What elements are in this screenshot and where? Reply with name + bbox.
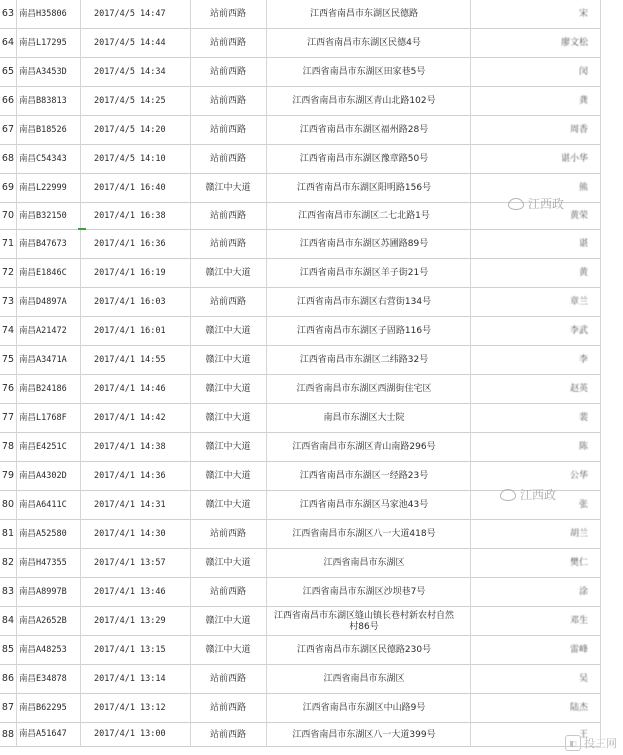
record-time: 2017/4/1 16:38 xyxy=(94,210,166,221)
row-number: 83 xyxy=(1,586,14,598)
owner-name: 黄 xyxy=(578,268,588,279)
owner-name: 宋 xyxy=(578,9,588,20)
plate-number: 南昌C54343 xyxy=(19,153,67,164)
plate-number: 南昌A3453D xyxy=(19,66,67,77)
table-row xyxy=(0,520,623,549)
plate-number: 南昌A48253 xyxy=(19,644,67,655)
road-location: 站前西路 xyxy=(209,729,246,740)
site-logo-icon: ◧ xyxy=(565,735,581,751)
owner-address: 江西省南昌市东湖区阳明路156号 xyxy=(296,183,432,194)
watermark-bottom xyxy=(500,486,556,503)
owner-address: 江西省南昌市东湖区田家巷5号 xyxy=(302,67,426,78)
owner-name: 涂 xyxy=(578,587,588,598)
table-row xyxy=(0,607,623,636)
road-location: 站前西路 xyxy=(209,239,246,250)
table-row xyxy=(0,346,623,375)
plate-number: 南昌B83813 xyxy=(19,95,67,106)
road-location: 站前西路 xyxy=(209,703,246,714)
row-number: 70 xyxy=(1,210,14,222)
row-number: 78 xyxy=(1,441,14,453)
record-time: 2017/4/1 14:55 xyxy=(94,354,166,365)
row-number: 66 xyxy=(1,95,14,107)
plate-number: 南昌A8997B xyxy=(19,586,67,597)
row-number: 73 xyxy=(1,296,14,308)
table-row xyxy=(0,636,623,665)
row-number: 68 xyxy=(1,153,14,165)
owner-address: 江西省南昌市东湖区青山南路296号 xyxy=(292,442,436,453)
plate-number: 南昌D4897A xyxy=(19,296,67,307)
road-location: 站前西路 xyxy=(209,529,246,540)
road-location: 赣江中大道 xyxy=(205,384,251,395)
table-row xyxy=(0,87,623,116)
record-time: 2017/4/1 13:12 xyxy=(94,702,166,713)
owner-address: 江西省南昌市东湖区羊子街21号 xyxy=(299,268,429,279)
owner-name: 樊仁 xyxy=(569,558,588,569)
plate-number: 南昌E34878 xyxy=(19,673,67,684)
owner-address: 江西省南昌市东湖区 xyxy=(323,674,405,685)
column-divider xyxy=(470,0,471,747)
plate-number: 南昌H35806 xyxy=(19,8,67,19)
record-time: 2017/4/1 14:31 xyxy=(94,499,166,510)
table-row xyxy=(0,0,623,29)
plate-number: 南昌L17295 xyxy=(19,37,67,48)
owner-address: 江西省南昌市东湖区马家池43号 xyxy=(299,500,429,511)
record-time: 2017/4/1 16:40 xyxy=(94,182,166,193)
owner-address: 江西省南昌市东湖区二纬路32号 xyxy=(299,355,429,366)
record-time: 2017/4/5 14:25 xyxy=(94,95,166,106)
column-divider xyxy=(16,0,17,747)
owner-address: 江西省南昌市东湖区豫章路50号 xyxy=(299,154,429,165)
record-time: 2017/4/1 14:38 xyxy=(94,441,166,452)
plate-number: 南昌B18526 xyxy=(19,124,67,135)
table-row xyxy=(0,404,623,433)
table-row xyxy=(0,549,623,578)
owner-address: 江西省南昌市东湖区 xyxy=(323,558,405,569)
owner-address: 江西省南昌市东湖区子固路116号 xyxy=(296,326,432,337)
watermark-text: 江西政 xyxy=(520,488,557,502)
row-number: 64 xyxy=(1,37,14,49)
watermark-logo-icon xyxy=(508,198,524,210)
owner-name: 公华 xyxy=(569,471,588,482)
owner-name: 胡兰 xyxy=(569,529,588,540)
record-time: 2017/4/1 13:15 xyxy=(94,644,166,655)
record-time: 2017/4/1 13:00 xyxy=(94,729,166,740)
record-time: 2017/4/1 13:14 xyxy=(94,673,166,684)
owner-name: 吴 xyxy=(578,674,588,685)
plate-number: 南昌E1846C xyxy=(19,267,67,278)
plate-number: 南昌B24186 xyxy=(19,383,67,394)
row-number: 81 xyxy=(1,528,14,540)
owner-address: 江西省南昌市东湖区西湖街住宅区 xyxy=(296,384,432,395)
owner-address: 江西省南昌市东湖区右营街134号 xyxy=(296,297,432,308)
record-time: 2017/4/5 14:34 xyxy=(94,66,166,77)
owner-address: 江西省南昌市东湖区缝山镇长巷村新农村自然村86号 xyxy=(273,611,454,632)
table-row xyxy=(0,694,623,723)
owner-address: 江西省南昌市东湖区民德4号 xyxy=(307,38,421,49)
watermark-text: 江西政 xyxy=(528,197,565,211)
record-time: 2017/4/5 14:20 xyxy=(94,124,166,135)
table-row xyxy=(0,58,623,87)
row-number: 76 xyxy=(1,383,14,395)
road-location: 站前西路 xyxy=(209,67,246,78)
owner-name: 陆杰 xyxy=(569,703,588,714)
table-row xyxy=(0,433,623,462)
row-number: 67 xyxy=(1,124,14,136)
road-location: 站前西路 xyxy=(209,38,246,49)
road-location: 赣江中大道 xyxy=(205,183,251,194)
plate-number: 南昌B32150 xyxy=(19,210,67,221)
row-number: 88 xyxy=(1,728,14,740)
column-divider xyxy=(266,0,267,747)
row-number: 69 xyxy=(1,182,14,194)
plate-number: 南昌A3471A xyxy=(19,354,67,365)
row-number: 82 xyxy=(1,557,14,569)
plate-number: 南昌E4251C xyxy=(19,441,67,452)
owner-address: 江西省南昌市东湖区苏圃路89号 xyxy=(299,239,429,250)
owner-name: 李武 xyxy=(569,326,588,337)
row-number: 71 xyxy=(1,238,14,250)
road-location: 赣江中大道 xyxy=(205,442,251,453)
owner-name: 张 xyxy=(578,500,588,511)
owner-name: 闵 xyxy=(578,67,588,78)
row-number: 87 xyxy=(1,702,14,714)
owner-name: 周香 xyxy=(569,125,588,136)
owner-address: 江西省南昌市东湖区八一大道418号 xyxy=(292,529,436,540)
table-row xyxy=(0,259,623,288)
record-time: 2017/4/1 13:57 xyxy=(94,557,166,568)
owner-address: 江西省南昌市东湖区民德路 xyxy=(309,9,418,20)
owner-name: 谌小华 xyxy=(560,154,588,165)
road-location: 站前西路 xyxy=(209,9,246,20)
owner-address: 江西省南昌市东湖区中山路9号 xyxy=(302,703,426,714)
road-location: 赣江中大道 xyxy=(205,616,251,627)
owner-name: 黄荣 xyxy=(569,211,588,222)
road-location: 赣江中大道 xyxy=(205,413,251,424)
road-location: 赣江中大道 xyxy=(205,326,251,337)
owner-name: 王 xyxy=(578,729,588,740)
table-row xyxy=(0,145,623,174)
plate-number: 南昌A6411C xyxy=(19,499,67,510)
road-location: 站前西路 xyxy=(209,674,246,685)
owner-address: 南昌市东湖区大士院 xyxy=(323,413,405,424)
row-number: 85 xyxy=(1,644,14,656)
table-row xyxy=(0,375,623,404)
owner-name: 谌 xyxy=(578,239,588,250)
record-time: 2017/4/1 14:42 xyxy=(94,412,166,423)
row-number: 75 xyxy=(1,354,14,366)
road-location: 站前西路 xyxy=(209,96,246,107)
row-number: 80 xyxy=(1,499,14,511)
record-time: 2017/4/1 16:01 xyxy=(94,325,166,336)
road-location: 赣江中大道 xyxy=(205,471,251,482)
row-number: 79 xyxy=(1,470,14,482)
table-row xyxy=(0,230,623,259)
owner-name: 李 xyxy=(578,355,588,366)
record-time: 2017/4/1 14:30 xyxy=(94,528,166,539)
road-location: 赣江中大道 xyxy=(205,645,251,656)
road-location: 站前西路 xyxy=(209,297,246,308)
plate-number: 南昌B47673 xyxy=(19,238,67,249)
table-row xyxy=(0,723,623,747)
row-number: 84 xyxy=(1,615,14,627)
plate-number: 南昌A51647 xyxy=(19,729,67,740)
plate-number: 南昌A21472 xyxy=(19,325,67,336)
table-row xyxy=(0,317,623,346)
record-time: 2017/4/5 14:10 xyxy=(94,153,166,164)
record-time: 2017/4/1 14:36 xyxy=(94,470,166,481)
table-row xyxy=(0,578,623,607)
row-number: 86 xyxy=(1,673,14,685)
owner-name: 雷峰 xyxy=(569,645,588,656)
corner-logo-text: 投三网 xyxy=(584,737,617,750)
owner-name: 邓生 xyxy=(569,616,588,627)
row-number: 65 xyxy=(1,66,14,78)
row-divider xyxy=(0,746,600,747)
record-time: 2017/4/1 16:19 xyxy=(94,267,166,278)
corner-logo xyxy=(565,735,617,751)
table-row xyxy=(0,288,623,317)
owner-address: 江西省南昌市东湖区八一大道399号 xyxy=(292,729,436,740)
owner-address: 江西省南昌市东湖区民德路230号 xyxy=(296,645,432,656)
column-divider xyxy=(600,0,601,747)
row-number: 63 xyxy=(1,8,14,20)
column-divider xyxy=(190,0,191,747)
record-time: 2017/4/1 16:03 xyxy=(94,296,166,307)
owner-name: 龚 xyxy=(578,96,588,107)
road-location: 站前西路 xyxy=(209,154,246,165)
owner-name: 陈 xyxy=(578,442,588,453)
row-number: 72 xyxy=(1,267,14,279)
owner-name: 章兰 xyxy=(569,297,588,308)
owner-name: 廖文松 xyxy=(560,38,588,49)
owner-name: 赵英 xyxy=(569,384,588,395)
column-divider xyxy=(80,0,81,747)
owner-address: 江西省南昌市东湖区青山北路102号 xyxy=(292,96,436,107)
road-location: 站前西路 xyxy=(209,211,246,222)
table-row xyxy=(0,665,623,694)
record-time: 2017/4/1 13:29 xyxy=(94,615,166,626)
plate-number: 南昌B62295 xyxy=(19,702,67,713)
road-location: 赣江中大道 xyxy=(205,268,251,279)
road-location: 站前西路 xyxy=(209,125,246,136)
record-time: 2017/4/1 13:46 xyxy=(94,586,166,597)
plate-number: 南昌A2652B xyxy=(19,615,67,626)
plate-number: 南昌A52580 xyxy=(19,528,67,539)
row-number: 77 xyxy=(1,412,14,424)
plate-number: 南昌H47355 xyxy=(19,557,67,568)
owner-address: 江西省南昌市东湖区福州路28号 xyxy=(299,125,429,136)
plate-number: 南昌A4302D xyxy=(19,470,67,481)
plate-number: 南昌L22999 xyxy=(19,182,67,193)
owner-address: 江西省南昌市东湖区二七北路1号 xyxy=(298,211,430,222)
owner-address: 江西省南昌市东湖区沙坝巷7号 xyxy=(302,587,426,598)
watermark-logo-icon xyxy=(500,489,516,501)
watermark-top xyxy=(508,195,564,212)
row-number: 74 xyxy=(1,325,14,337)
table-row xyxy=(0,116,623,145)
plate-number: 南昌L1768F xyxy=(19,412,67,423)
owner-address: 江西省南昌市东湖区一经路23号 xyxy=(299,471,429,482)
road-location: 赣江中大道 xyxy=(205,558,251,569)
owner-name: 裴 xyxy=(578,413,588,424)
cell-marker xyxy=(78,228,86,230)
record-time: 2017/4/1 16:36 xyxy=(94,238,166,249)
table-row xyxy=(0,29,623,58)
road-location: 赣江中大道 xyxy=(205,500,251,511)
record-time: 2017/4/1 14:46 xyxy=(94,383,166,394)
road-location: 站前西路 xyxy=(209,587,246,598)
record-time: 2017/4/5 14:47 xyxy=(94,8,166,19)
record-time: 2017/4/5 14:44 xyxy=(94,37,166,48)
owner-name: 熊 xyxy=(578,183,588,194)
road-location: 赣江中大道 xyxy=(205,355,251,366)
